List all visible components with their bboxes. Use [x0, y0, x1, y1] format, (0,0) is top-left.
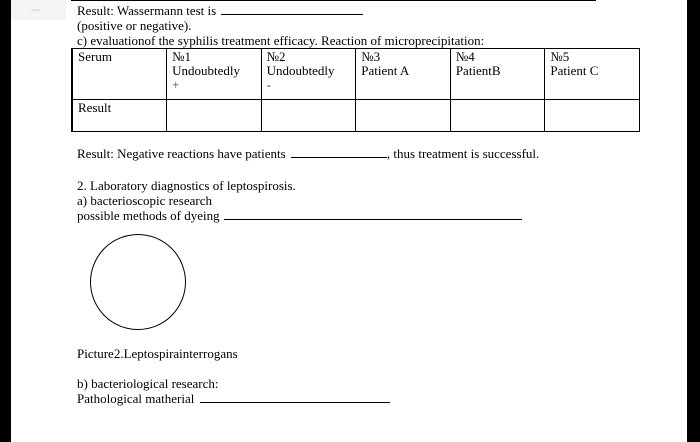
column-header-4 [450, 49, 545, 100]
section-2b: b) bacteriological research: [77, 376, 219, 391]
material-label: Pathological matherial [77, 391, 195, 406]
column-description: Patient C [550, 63, 599, 78]
corner-watermark: ▪▪▪ [11, 0, 66, 20]
dyeing-label: possible methods of dyeing [77, 208, 220, 223]
dyeing-blank[interactable] [224, 208, 522, 220]
column-number: №4 [455, 49, 475, 64]
column-number: №3 [361, 49, 381, 64]
conclusion-prefix: Result: Negative reactions have patients [77, 146, 286, 161]
column-header-2 [261, 49, 356, 100]
section-c-heading: c) evaluationof the syphilis treatment efficacy. Reaction of microprecipitation: [77, 33, 485, 48]
dyeing-line [77, 208, 522, 223]
table-result-row [72, 100, 640, 132]
section-2a: a) bacterioscopic research [77, 193, 212, 208]
result-cell-3[interactable] [356, 100, 451, 132]
result-cell-1[interactable] [167, 100, 262, 132]
wassermann-label: Result: Wassermann test is [77, 3, 217, 18]
result-cell-5[interactable] [545, 100, 640, 132]
wassermann-line [77, 3, 363, 18]
drawing-circle[interactable] [90, 234, 186, 330]
section-2-title: 2. Laboratory diagnostics of leptospirosis. [77, 178, 296, 193]
wassermann-hint: (positive or negative). [77, 18, 192, 33]
conclusion-line [77, 146, 539, 161]
negative-patients-blank[interactable] [291, 146, 387, 158]
column-description: PatientB [455, 63, 501, 78]
result-label: Result [78, 100, 112, 115]
column-description: Patient A [361, 63, 410, 78]
worksheet-page [11, 0, 687, 442]
column-header-5 [545, 49, 640, 100]
column-sign: - [266, 77, 271, 92]
column-description: Undoubtedly [266, 63, 335, 78]
picture-caption: Picture2.Leptospirainterrogans [77, 346, 238, 361]
column-header-1 [167, 49, 262, 100]
result-cell-2[interactable] [261, 100, 356, 132]
column-number: №1 [172, 49, 191, 64]
material-line [77, 391, 390, 406]
column-header-3 [356, 49, 451, 100]
top-rule [71, 0, 596, 1]
column-number: №5 [550, 49, 570, 64]
column-description: Undoubtedly [172, 63, 240, 78]
result-cell-4[interactable] [450, 100, 545, 132]
microprecipitation-table [71, 48, 640, 132]
conclusion-suffix: , thus treatment is successful. [386, 146, 540, 161]
wassermann-blank[interactable] [221, 3, 363, 15]
serum-label: Serum [78, 49, 112, 64]
serum-header-cell [72, 49, 167, 100]
column-number: №2 [266, 49, 286, 64]
column-sign: + [172, 77, 180, 92]
material-blank[interactable] [200, 391, 390, 403]
table-header-row [72, 49, 640, 100]
result-label-cell [72, 100, 167, 132]
